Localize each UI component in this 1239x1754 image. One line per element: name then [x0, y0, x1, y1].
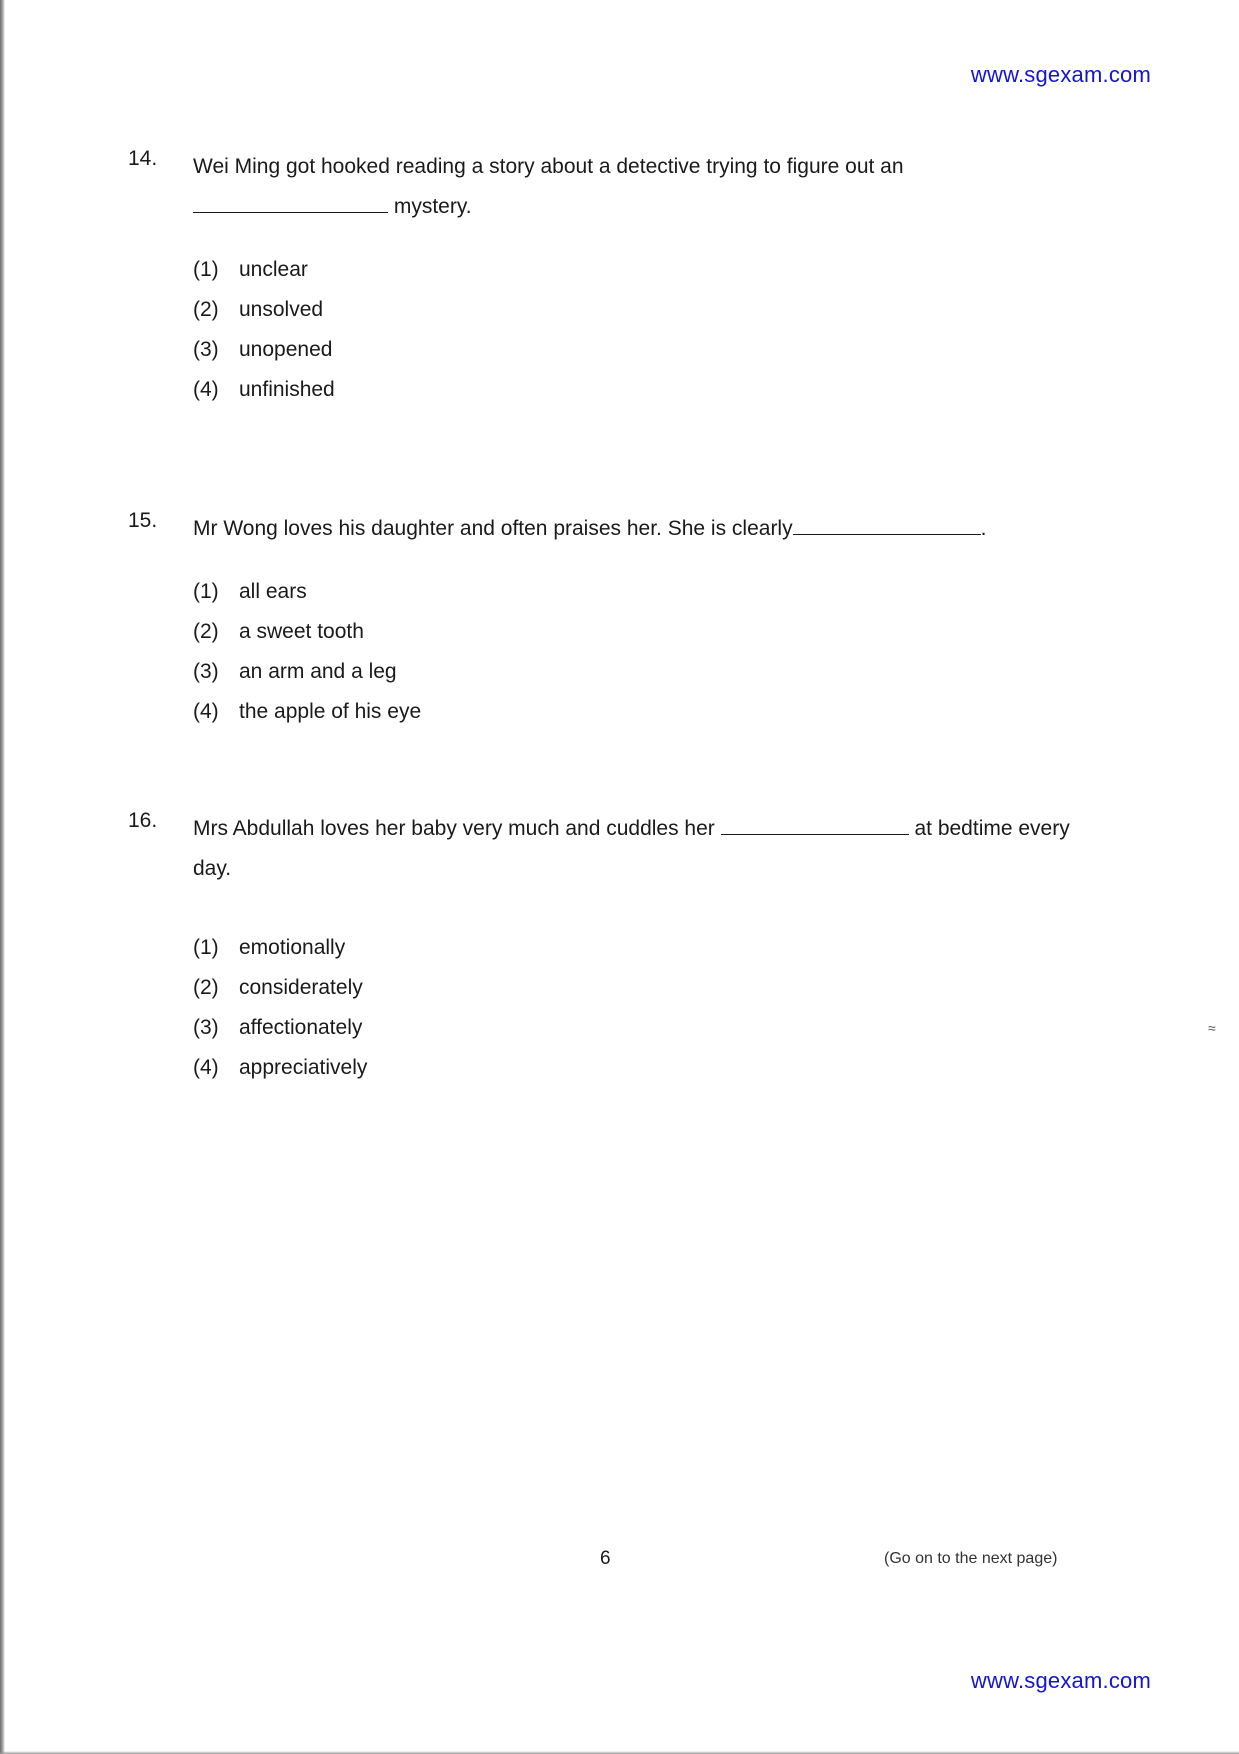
option-2: (2) a sweet tooth: [193, 620, 364, 643]
answer-options: [193, 572, 421, 732]
question-number: 16.: [128, 809, 158, 832]
question-number: 15.: [128, 509, 158, 532]
answer-options: [193, 928, 367, 1088]
question-number: 14.: [128, 147, 158, 170]
option-1: (1) emotionally: [193, 936, 346, 959]
stem-text-before: Wei Ming got hooked reading a story about a detective trying to figure out an: [193, 155, 904, 178]
answer-blank: [793, 514, 981, 535]
stem-text-after: at bedtime every day.: [193, 817, 1070, 880]
stem-text-before: Mr Wong loves his daughter and often praises her. She is clearly: [193, 517, 793, 540]
page-number: 6: [600, 1548, 611, 1569]
question-stem: [193, 509, 1078, 549]
scan-binding-edge: [0, 0, 5, 1754]
footer-site-link[interactable]: www.sgexam.com: [970, 1668, 1151, 1693]
option-2: (2) unsolved: [193, 298, 324, 321]
header-site-link[interactable]: www.sgexam.com: [970, 62, 1151, 87]
option-4: (4) the apple of his eye: [193, 700, 422, 723]
answer-options: [193, 250, 335, 410]
question-stem: [193, 147, 1078, 227]
continue-note: (Go on to the next page): [884, 1550, 1058, 1567]
answer-blank: [193, 192, 388, 213]
stem-text-before: Mrs Abdullah loves her baby very much and cuddles her: [193, 817, 715, 840]
option-4: (4) unfinished: [193, 378, 335, 401]
option-3: (3) an arm and a leg: [193, 660, 397, 683]
answer-blank: [721, 814, 909, 835]
stem-text-after: .: [980, 517, 987, 540]
option-1: (1) unclear: [193, 258, 308, 281]
option-4: (4) appreciatively: [193, 1056, 368, 1079]
option-2: (2) considerately: [193, 976, 363, 999]
option-1: (1) all ears: [193, 580, 307, 603]
option-3: (3) unopened: [193, 338, 333, 361]
question-stem: [193, 809, 1103, 889]
option-3: (3) affectionately: [193, 1016, 363, 1039]
stem-text-after: mystery.: [393, 195, 472, 218]
scan-artifact-mark: ≈: [1208, 1020, 1216, 1036]
